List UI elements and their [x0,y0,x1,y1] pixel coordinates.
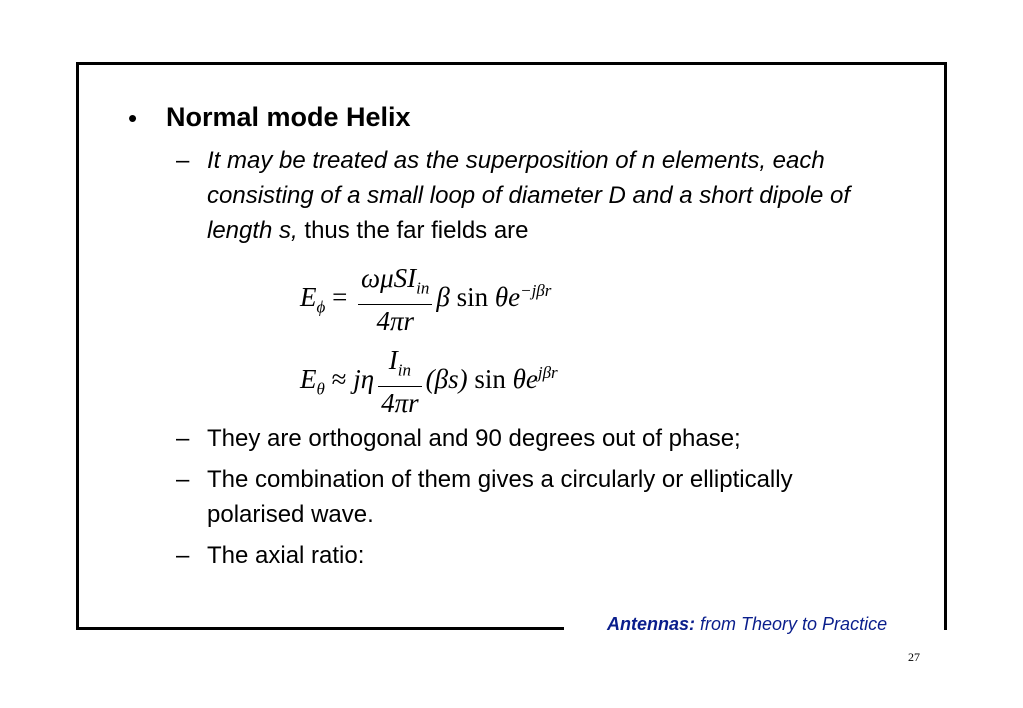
sub-point-superposition-rest: thus the far fields are [297,217,529,244]
eq-theta-prefactor: jη [353,363,375,394]
eq-theta-op: ≈ [324,363,354,394]
page-number: 27 [908,650,920,664]
eq-phi-lhs: E [300,281,317,312]
eq-phi-fraction [358,262,432,337]
eq-theta-factor: (βs) [425,363,468,394]
equation-e-phi [300,262,551,337]
eq-phi-numerator [358,262,432,305]
eq-theta-fraction [378,344,422,419]
eq-theta-lhs: E [300,363,317,394]
eq-theta-denominator: 4πr [381,388,419,419]
dash-icon: – [176,466,190,493]
bullet-icon: • [128,103,138,133]
eq-phi-num-text: ωμSI [361,263,417,293]
eq-phi-denominator: 4πr [376,306,414,337]
dash-icon: – [176,147,190,174]
slide-heading: Normal mode Helix [166,102,411,132]
eq-theta-lhs-sub: θ [316,379,325,399]
footer-brand [607,614,887,635]
eq-phi-op: = [325,281,355,312]
footer-brand-rest: from Theory to Practice [695,614,888,634]
equation-e-theta [300,344,558,419]
eq-theta-exp-base: e [525,363,538,394]
footer-brand-bold: Antennas: [607,614,696,634]
slide-frame-left [76,62,79,630]
slide-frame-right [944,62,947,630]
sub-point-superposition-italic: It may be treated as the superposition of n elements, each consisting of a small loop of diameter D and a short dipole of length s, [207,147,851,244]
eq-theta-theta: θ [512,363,526,394]
dash-icon: – [176,425,190,452]
eq-theta-exponent: jβr [537,362,558,382]
eq-phi-exp-base: e [508,281,521,312]
eq-phi-theta: θ [494,281,509,312]
eq-theta-sin: sin [467,363,513,394]
sub-point-superposition [207,143,907,248]
slide-frame-bottom [76,627,564,630]
eq-phi-sin: sin [449,281,495,312]
sub-point-axial-ratio: The axial ratio: [207,542,365,569]
dash-icon: – [176,542,190,569]
sub-point-orthogonal: They are orthogonal and 90 degrees out of phase; [207,425,741,452]
eq-theta-num-sub: in [397,360,411,380]
eq-phi-num-sub: in [416,278,430,298]
eq-theta-numerator [378,344,422,387]
slide-frame-top [76,62,947,65]
sub-point-combination: The combination of them gives a circularly or elliptically polarised wave. [207,466,793,528]
eq-phi-factor: β [436,281,450,312]
eq-phi-exponent: −jβr [520,280,552,300]
eq-theta-num-text: I [388,345,398,375]
eq-phi-lhs-sub: ϕ [316,297,326,317]
